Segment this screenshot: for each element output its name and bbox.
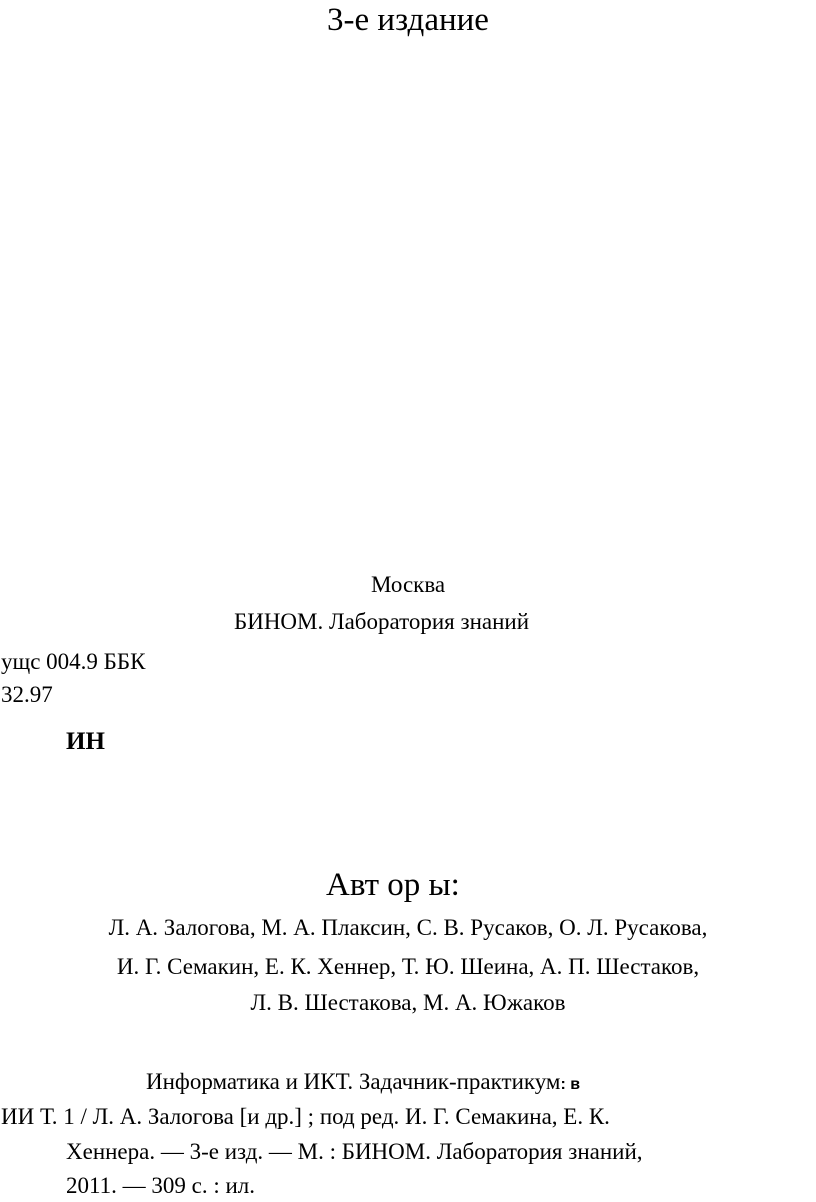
bibliography-line-2: Хеннера. — 3-е изд. — М. : БИНОМ. Лаборатория знаний, [66, 1139, 643, 1164]
authors-line-3: Л. В. Шестакова, М. А. Южаков [250, 990, 566, 1015]
author-mark-code: ИН [66, 728, 105, 755]
udc-bbk-line: ущс 004.9 ББК [1, 649, 146, 674]
classification-block [1, 645, 145, 711]
bibliography-title-text: Информатика и ИКТ. Задачник-практикум [146, 1069, 561, 1094]
imprint-publisher: БИНОМ. Лаборатория знаний [234, 609, 530, 634]
bibliography-title-suffix: : в [560, 1076, 581, 1093]
bibliography-line-3: 2011. — 309 с. : ил. [66, 1173, 256, 1198]
bibliography-title [146, 1069, 580, 1095]
authors-heading: Авт ор ы: [326, 867, 460, 903]
authors-line-2: И. Г. Семакин, Е. К. Хеннер, Т. Ю. Шеина, А. П. Шестаков, [116, 954, 700, 979]
imprint-city: Москва [371, 572, 446, 597]
bbk-code-line: 32.97 [1, 682, 53, 707]
authors-line-1: Л. А. Залогова, М. А. Плаксин, С. В. Русаков, О. Л. Русакова, [108, 915, 708, 940]
bibliography-line-1: ИИ Т. 1 / Л. А. Залогова [и др.] ; под ред. И. Г. Семакина, Е. К. [1, 1104, 610, 1129]
edition-label: 3-е издание [327, 2, 489, 38]
